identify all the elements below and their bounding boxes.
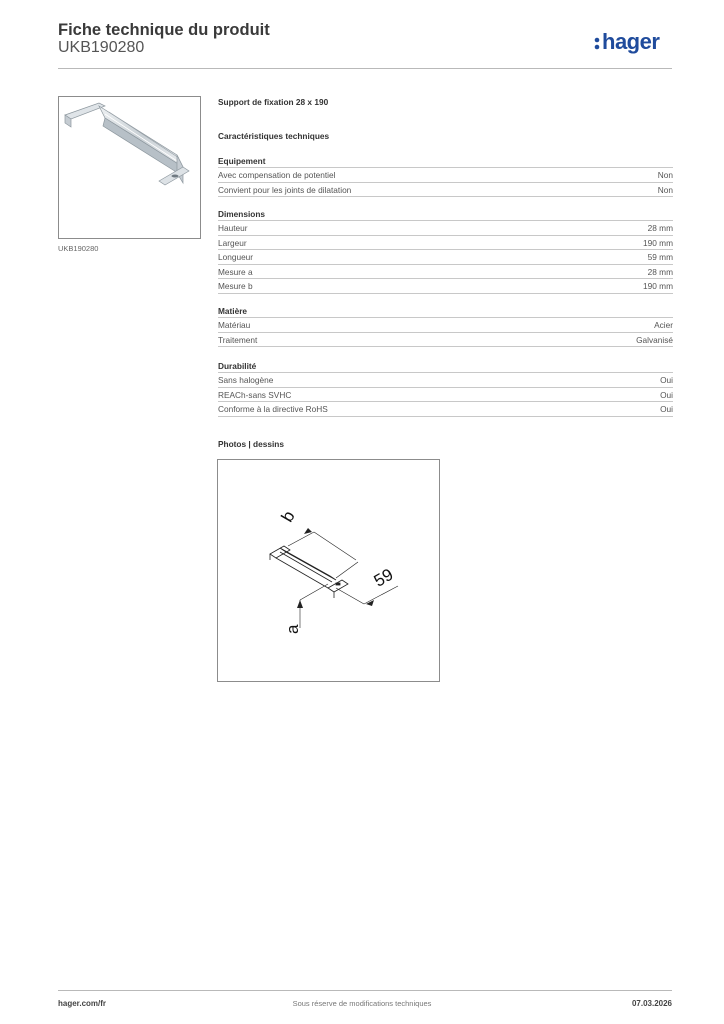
dimension-label-b: b [277,507,299,526]
spec-label: Sans halogène [218,375,274,385]
spec-value: Non [657,170,673,180]
spec-value: 190 mm [643,237,673,248]
spec-value: Oui [660,375,673,385]
footer-website-link[interactable]: hager.com/fr [58,999,107,1008]
spec-group-equipement [218,155,673,197]
spec-label: Avec compensation de potentiel [218,170,336,180]
spec-value: Acier [654,320,673,330]
svg-text:hager: hager [602,29,660,54]
dimension-label-a: a [283,624,302,634]
dimension-drawing [217,459,440,682]
specs-heading: Caractéristiques techniques [218,131,330,141]
spec-row [218,221,673,236]
spec-label: REACh-sans SVHC [218,389,292,400]
header-divider [58,68,672,69]
spec-value: Galvanisé [636,334,673,345]
spec-group-title: Equipement [218,155,673,168]
spec-value: 190 mm [643,281,673,291]
spec-row [218,168,673,183]
spec-row [218,388,673,403]
footer-divider [58,990,672,991]
footer-date: 07.03.2026 [631,999,672,1008]
spec-value: Oui [660,389,673,400]
spec-label: Largeur [218,237,247,248]
spec-value: Oui [660,404,673,414]
hager-logo [594,27,676,59]
spec-label: Conforme à la directive RoHS [218,404,328,414]
spec-label: Traitement [218,334,258,345]
product-reference: UKB190280 [58,39,145,56]
product-thumbnail [58,96,201,239]
spec-group-matiere [218,305,673,347]
spec-row [218,265,673,280]
spec-group-dimensions [218,208,673,294]
bracket-dimension-drawing [218,460,439,681]
spec-group-title: Matière [218,305,673,318]
spec-value: 59 mm [647,252,673,262]
product-name: Support de fixation 28 x 190 [218,97,329,107]
photos-heading: Photos | dessins [218,439,284,449]
spec-row [218,279,673,294]
spec-value: Non [657,184,673,195]
spec-label: Matériau [218,320,251,330]
footer-notice: Sous réserve de modifications techniques [292,999,432,1008]
spec-row [218,250,673,265]
spec-label: Mesure b [218,281,253,291]
spec-row [218,402,673,417]
spec-label: Hauteur [218,223,248,233]
spec-label: Mesure a [218,266,253,277]
spec-label: Longueur [218,252,254,262]
spec-row [218,183,673,198]
spec-row [218,373,673,388]
spec-label: Convient pour les joints de dilatation [218,184,352,195]
spec-group-title: Dimensions [218,208,673,221]
spec-group-durabilite [218,360,673,417]
bracket-photo [59,97,200,238]
spec-row [218,236,673,251]
spec-value: 28 mm [647,266,673,277]
dimension-label-59: 59 [370,564,397,591]
spec-value: 28 mm [647,223,673,233]
spec-row [218,333,673,348]
spec-group-title: Durabilité [218,360,673,373]
spec-row [218,318,673,333]
document-title: Fiche technique du produit [58,21,270,39]
thumbnail-caption: UKB190280 [58,244,99,253]
